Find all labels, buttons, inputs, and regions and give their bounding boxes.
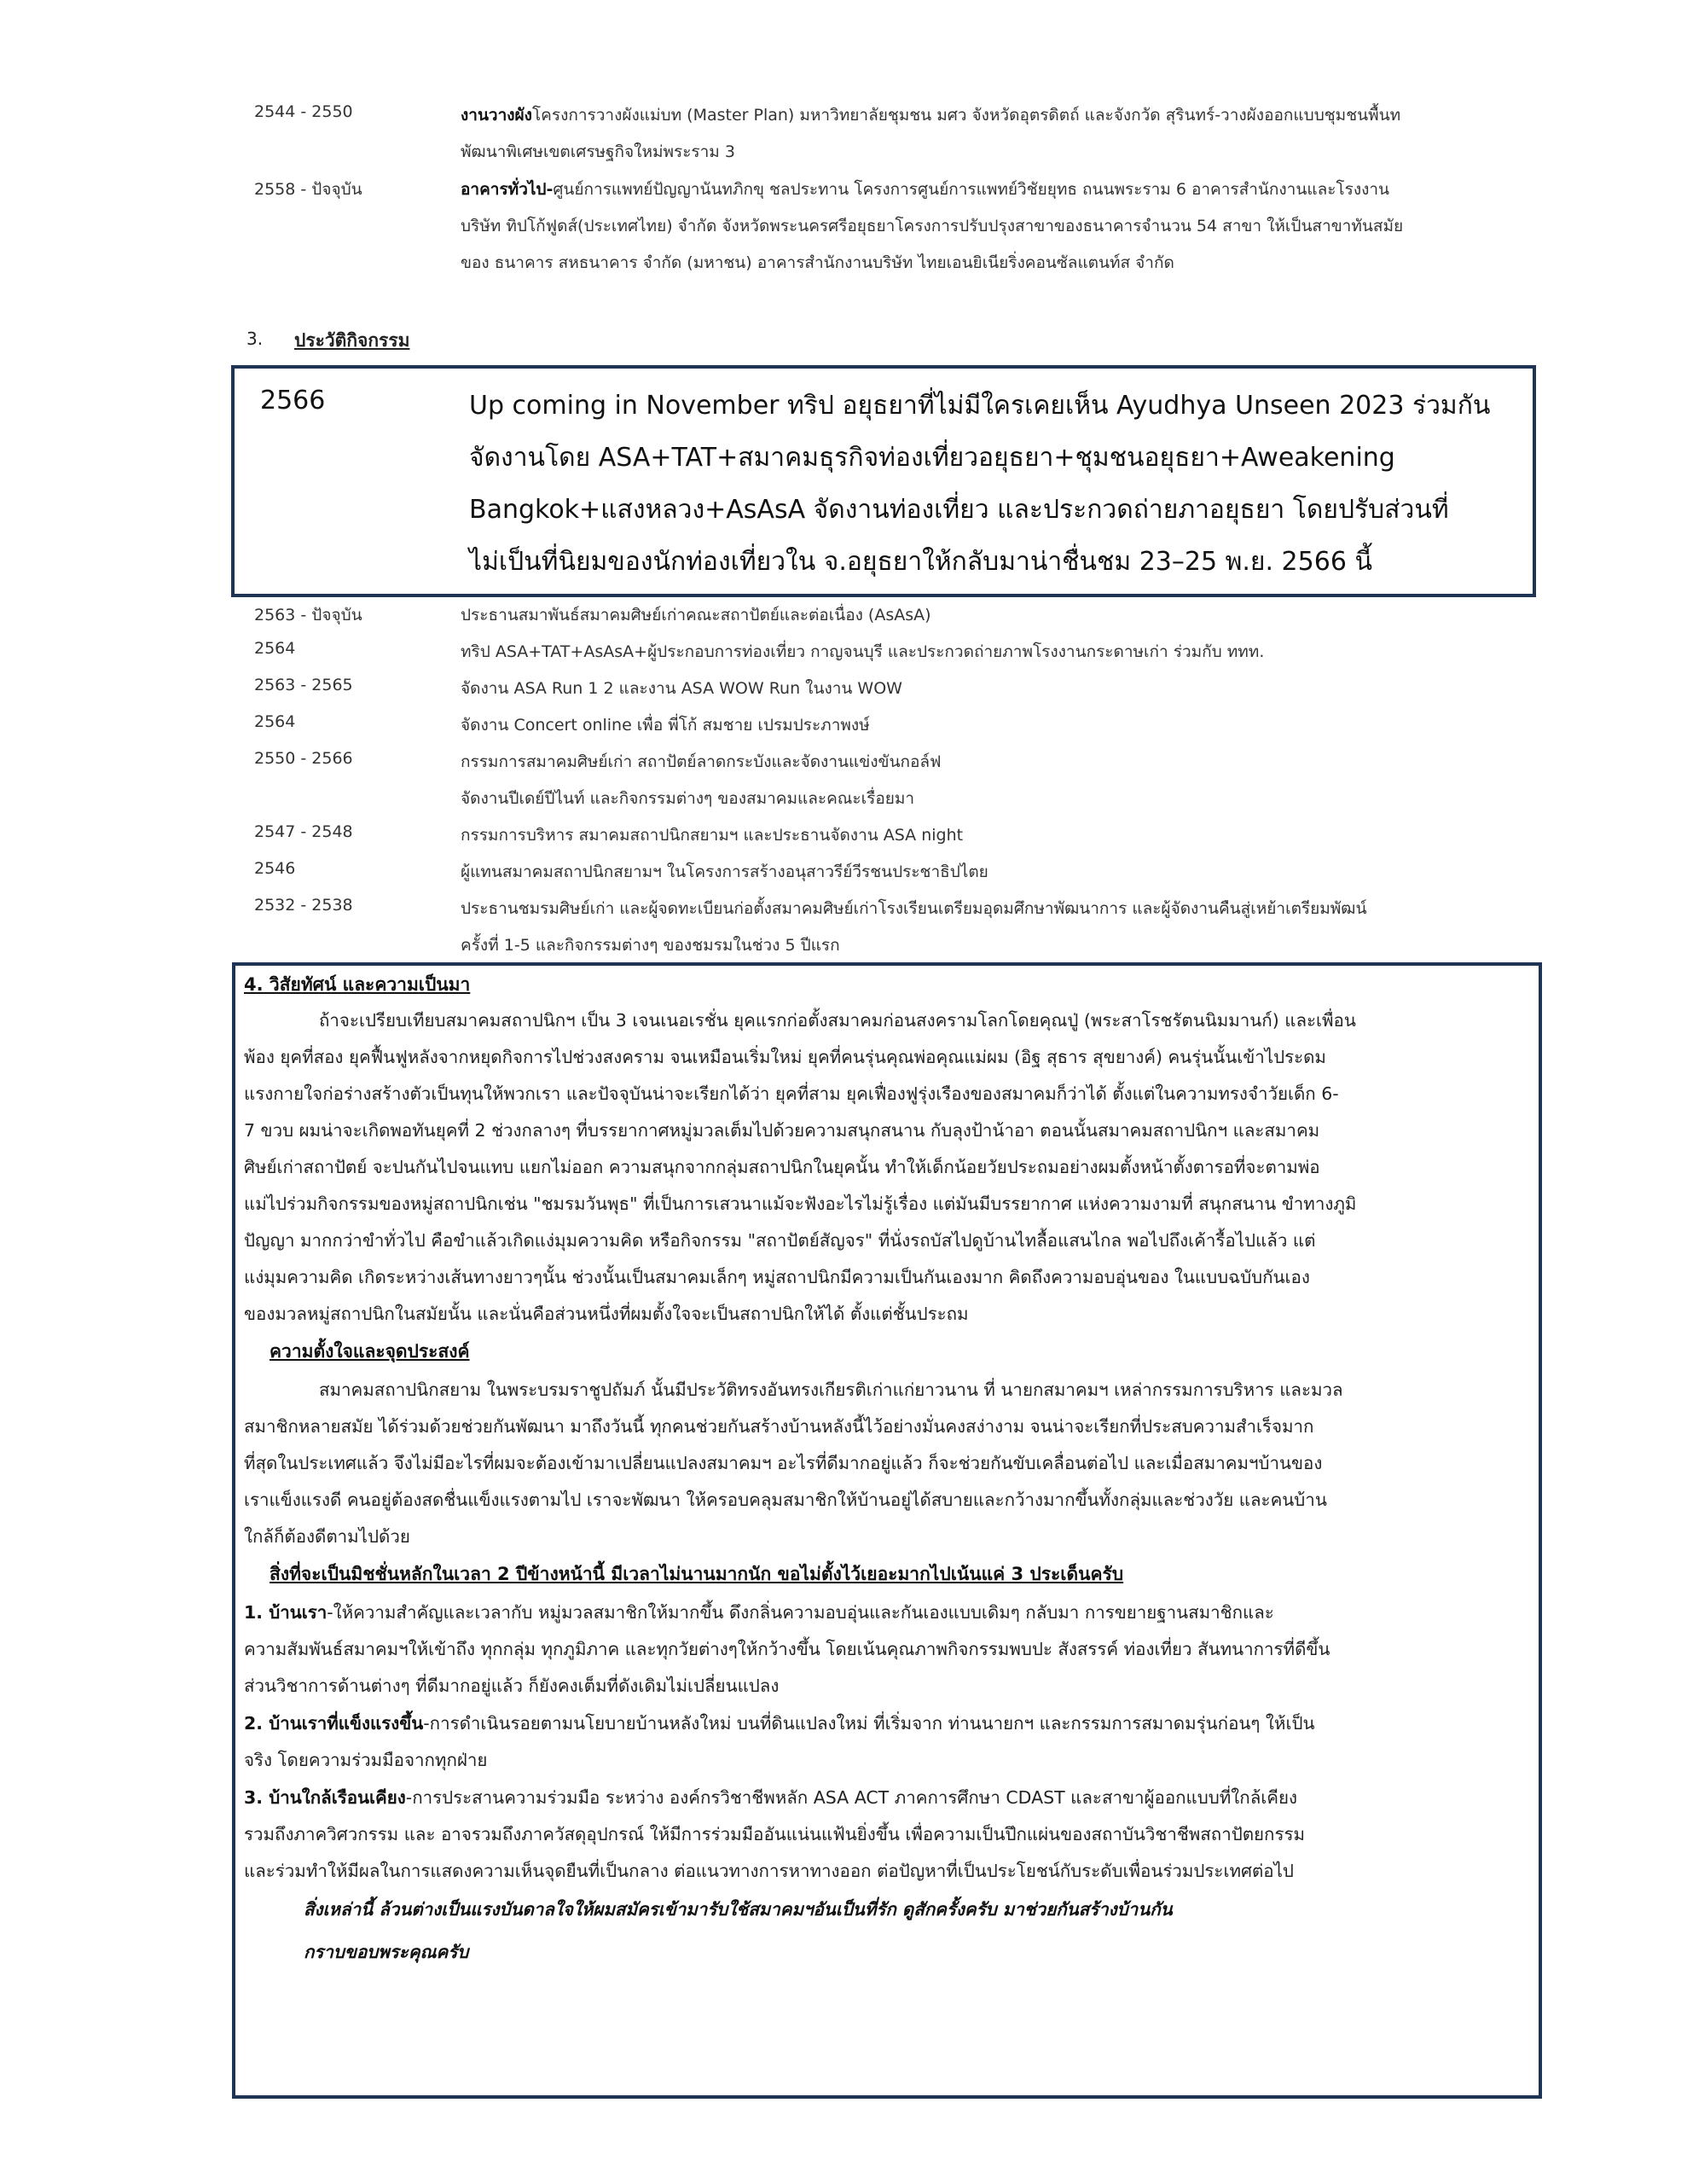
point-line: และร่วมทำให้มีผลในการแสดงความเห็นจุดยืนที่เป็นกลาง ต่อแนวทางการหาทางออก ต่อปัญหาที่เป็นประโยชน์กับระดับเพื่อนร่วมประเทศต่อไป [244,1861,1294,1881]
activity-desc: ผู้แทนสมาคมสถาปนิกสยามฯ ในโครงการสร้างอนุสาวรีย์วีรชนประชาธิปไตย [461,863,988,881]
closing-line: สิ่งเหล่านี้ ล้วนต่างเป็นแรงบันดาลใจให้ผมสมัครเข้ามารับใช้สมาคมฯอันเป็นที่รัก ดูสักครั้งครับ มาช่วยกันสร้างบ้านกัน [304,1899,1173,1920]
activity-desc: กรรมการบริหาร สมาคมสถาปนิกสยามฯ และประธานจัดงาน ASA night [461,826,964,845]
para-line: ปัญญา มากกว่าขำทั่วไป คือขำแล้วเกิดแง่มุมความคิด หรือกิจกรรม "สถาปัตย์สัญจร" ที่นั่งรถบัสไปดูบ้านไทลื้อแสนไกล พอไปถึงเค้ารื้อไปแล้ว แต่ [244,1230,1316,1251]
para-line: ของมวลหมู่สถาปนิกในสมัยนั้น และนั่นคือส่วนหนึ่งที่ผมตั้งใจจะเป็นสถาปนิกให้ได้ ตั้งแต่ชั้นประถม [244,1304,969,1324]
highlight-line: จัดงานโดย ASA+TAT+สมาคมธุรกิจท่องเที่ยวอยุธยา+ชุมชนอยุธยา+Aweakening [469,443,1395,473]
activity-year: 2563 - 2565 [254,676,353,694]
row-lead: งานวางผัง [461,106,532,125]
para-line: สมาชิกหลายสมัย ได้ร่วมด้วยช่วยกันพัฒนา มาถึงวันนี้ ทุกคนช่วยกันสร้างบ้านหลังนี้ไว้อย่างมั่นคงสง่างาม จนน่าจะเรียกที่ประสบความสำเร็จมาก [244,1416,1314,1437]
point-line: ส่วนวิชาการด้านต่างๆ ที่ดีมากอยู่แล้ว ก็ยังคงเต็มที่ดังเดิมไม่เปลี่ยนแปลง [244,1676,780,1696]
row-desc-line: อาคารทั่วไป-ศูนย์การแพทย์ปัญญานันทภิกขุ ชลประทาน โครงการศูนย์การแพทย์วิชัยยุทธ ถนนพระราม 6 อาคารสำนักงานและโรงงาน [461,180,1390,199]
row-desc-line: ของ ธนาคาร สหธนาคาร จำกัด (มหาชน) อาคารสำนักงานบริษัท ไทยเอนยิเนียริ่งคอนซัลแตนท์ส จำกัด [461,253,1174,272]
mission-heading: สิ่งที่จะเป็นมิชชั่นหลักในเวลา 2 ปีข้างหน้านี้ มีเวลาไม่นานมากนัก ขอไม่ตั้งไว้เยอะมากไปเน้นแค่ 3 ประเด็นครับ [270,1564,1124,1584]
para-line: แม่ไปร่วมกิจกรรมของหมู่สถาปนิกเช่น "ชมรมวันพุธ" ที่เป็นการเสวนาแม้จะฟังอะไรไม่รู้เรื่อง แต่มันมีบรรยากาศ แห่งความงามที่ สนุกสนาน ขำทางภูมิ [244,1194,1357,1214]
row-lead: อาคารทั่วไป- [461,180,554,199]
activity-year: 2546 [254,859,296,878]
point-lead: 1. บ้านเรา [244,1602,328,1623]
highlight-line: ไม่เป็นที่นิยมของนักท่องเที่ยวใน จ.อยุธยาให้กลับมาน่าชื่นชม 23–25 พ.ย. 2566 นี้ [469,547,1372,577]
activity-year: 2547 - 2548 [254,822,353,841]
closing-thanks: กราบขอบพระคุณครับ [304,1942,469,1962]
point-line: ความสัมพันธ์สมาคมฯให้เข้าถึง ทุกกลุ่ม ทุกภูมิภาค และทุกวัยต่างๆให้กว้างขึ้น โดยเน้นคุณภาพกิจกรรมพบปะ สังสรรค์ ท่องเที่ยว สันทนาการที่ดีขึ้น [244,1639,1330,1659]
para-line: เราแข็งแรงดี คนอยู่ต้องสดชื่นแข็งแรงตามไป เราจะพัฒนา ให้ครอบคลุมสมาชิกให้บ้านอยู่ได้สบายและกว้างมากขึ้นทั้งกลุ่มและช่วงวัย และคนบ้าน [244,1490,1327,1510]
row-year: 2544 - 2550 [254,102,353,121]
section-4-title: 4. วิสัยทัศน์ และความเป็นมา [244,974,471,995]
section-3-title: ประวัติกิจกรรม [294,330,410,351]
point-line: 2. บ้านเราที่แข็งแรงขึ้น-การดำเนินรอยตามนโยบายบ้านหลังใหม่ บนที่ดินแปลงใหม่ ที่เริ่มจาก ท่านนายกฯ และกรรมการสมาดมรุ่นก่อนๆ ให้เป็น [244,1713,1315,1734]
point-line: รวมถึงภาควิศวกรรม และ อาจรวมถึงภาควัสดุอุปกรณ์ ให้มีการร่วมมืออันแน่นแฟ้นยิ่งขึ้น เพื่อความเป็นปึกแผ่นของสถาบันวิชาชีพสถาปัตยกรรม [244,1824,1306,1844]
activity-desc: กรรมการสมาคมศิษย์เก่า สถาปัตย์ลาดกระบังและจัดงานแข่งขันกอล์ฟ [461,752,942,771]
para-line: ศิษย์เก่าสถาปัตย์ จะปนกันไปจนแทบ แยกไม่ออก ความสนุกจากกลุ่มสถาปนิกในยุคนั้น ทำให้เด็กน้อยวัยประถมอย่างผมตั้งหน้าตั้งตารอที่จะตามพ่อ [244,1157,1320,1177]
point-line: จริง โดยความร่วมมือจากทุกฝ่าย [244,1750,488,1770]
activity-desc: จัดงาน Concert online เพื่อ พี่โก้ สมชาย เปรมประภาพงษ์ [461,716,870,735]
activity-year: 2532 - 2538 [254,896,353,915]
para-line: แง่มุมความคิด เกิดระหว่างเส้นทางยาวๆนั้น ช่วงนั้นเป็นสมาคมเล็กๆ หมู่สถาปนิกมีความเป็นกันเองมาก คิดถึงความอบอุ่นของ ในแบบฉบับกันเอง [244,1267,1310,1287]
activity-desc: ประธานชมรมศิษย์เก่า และผู้จดทะเบียนก่อตั้งสมาคมศิษย์เก่าโรงเรียนเตรียมอุดมศึกษาพัฒนาการ และผู้จัดงานคืนสู่เหย้าเตรียมพัฒน์ [461,899,1367,918]
para-line: พ้อง ยุคที่สอง ยุคฟื้นฟูหลังจากหยุดกิจการไปช่วงสงคราม จนเหมือนเริ่มใหม่ ยุคที่คนรุ่นคุณพ่อคุณแม่ผม (อิฐ สุธาร สุขยางค์) คนรุ่นนั้นเข้าไประดม [244,1047,1326,1067]
activity-year: 2564 [254,712,296,731]
highlight-line: Bangkok+แสงหลวง+AsAsA จัดงานท่องเที่ยว และประกวดถ่ายภาอยุธยา โดยปรับส่วนที่ [469,495,1449,525]
para-line: สมาคมสถาปนิกสยาม ในพระบรมราชูปถัมภ์ นั้นมีประวัติทรงอันทรงเกียรติเก่าแก่ยาวนาน ที่ นายกสมาคมฯ เหล่ากรรมการบริหาร และมวล [319,1380,1343,1400]
para-line: แรงกายใจก่อร่างสร้างตัวเป็นทุนให้พวกเรา และปัจจุบันน่าจะเรียกได้ว่า ยุคที่สาม ยุคเฟื่องฟูรุ่งเรืองของสมาคมก็ว่าได้ ตั้งแต่ในความทรงจำวัยเด็ก 6- [244,1083,1339,1104]
activity-desc: จัดงานปีเดย์ปีไนท์ และกิจกรรมต่างๆ ของสมาคมและคณะเรื่อยมา [461,789,915,808]
activity-year: 2563 - ปัจจุบัน [254,606,362,624]
para-line: ถ้าจะเปรียบเทียบสมาคมสถาปนิกฯ เป็น 3 เจนเนอเรชั่น ยุคแรกก่อตั้งสมาคมก่อนสงครามโลกโดยคุณปู่ (พระสาโรชรัตนนิมมานก์) และเพื่อน [319,1010,1356,1031]
activity-desc: ครั้งที่ 1-5 และกิจกรรมต่างๆ ของชมรมในช่วง 5 ปีแรก [461,936,840,955]
point-lead: 3. บ้านใกล้เรือนเคียง [244,1787,406,1808]
activity-year: 2564 [254,639,296,658]
highlight-year: 2566 [260,386,326,415]
row-desc-line: งานวางผังโครงการวางผังแม่บท (Master Plan) มหาวิทยาลัยชุมชน มศว จังหวัดอุตรดิตถ์ และจังกวัด สุรินทร์-วางผังออกแบบชุมชนพื้นท [461,106,1401,125]
row-desc-line: บริษัท ทิปโก้ฟูดส์(ประเทศไทย) จำกัด จังหวัดพระนครศรีอยุธยาโครงการปรับปรุงสาขาของธนาคารจำนวน 54 สาขา ให้เป็นสาขาทันสมัย [461,217,1404,235]
activity-desc: ประธานสมาพันธ์สมาคมศิษย์เก่าคณะสถาปัตย์และต่อเนื่อง (AsAsA) [461,606,931,624]
activity-desc: จัดงาน ASA Run 1 2 และงาน ASA WOW Run ในงาน WOW [461,679,902,698]
highlight-line: Up coming in November ทริป อยุธยาที่ไม่มีใครเคยเห็น Ayudhya Unseen 2023 ร่วมกัน [469,391,1491,421]
highlight-box [231,365,1536,597]
para-line: ใกล้ก็ต้องดีตามไปด้วย [244,1526,410,1547]
point-line: 3. บ้านใกล้เรือนเคียง-การประสานความร่วมมือ ระหว่าง องค์กรวิชาชีพหลัก ASA ACT ภาคการศึกษา CDAST และสาขาผู้ออกแบบที่ใกล้เคียง [244,1787,1298,1808]
section-3-number: 3. [246,328,264,349]
activity-desc: ทริป ASA+TAT+AsAsA+ผู้ประกอบการท่องเที่ยว กาญจนบุรี และประกวดถ่ายภาพโรงงานกระดาษเก่า ร่วมกับ ททท. [461,642,1265,661]
para-line: ที่สุดในประเทศแล้ว จึงไม่มีอะไรที่ผมจะต้องเข้ามาเปลี่ยนแปลงสมาคมฯ อะไรที่ดีมากอยู่แล้ว ก็จะช่วยกันขับเคลื่อนต่อไป และเมื่อสมาคมฯบ้านของ [244,1453,1323,1473]
para-line: 7 ขวบ ผมน่าจะเกิดพอทันยุคที่ 2 ช่วงกลางๆ ที่บรรยากาศหมู่มวลเต็มไปด้วยความสนุกสนาน กับลุงป้าน้าอา ตอนนั้นสมาคมสถาปนิกฯ และสมาคม [244,1120,1320,1141]
intent-subtitle: ความตั้งใจและจุดประสงค์ [270,1341,470,1362]
row-year: 2558 - ปัจจุบัน [254,180,362,199]
vision-box [232,962,1542,2099]
activity-year: 2550 - 2566 [254,749,353,768]
point-lead: 2. บ้านเราที่แข็งแรงขึ้น [244,1713,424,1734]
point-line: 1. บ้านเรา-ให้ความสำคัญและเวลากับ หมู่มวลสมาชิกให้มากขึ้น ดึงกลิ่นความอบอุ่นและกันเองแบบเดิมๆ กลับมา การขยายฐานสมาชิกและ [244,1602,1274,1623]
row-desc-line: พัฒนาพิเศษเขตเศรษฐกิจใหม่พระราม 3 [461,142,735,161]
